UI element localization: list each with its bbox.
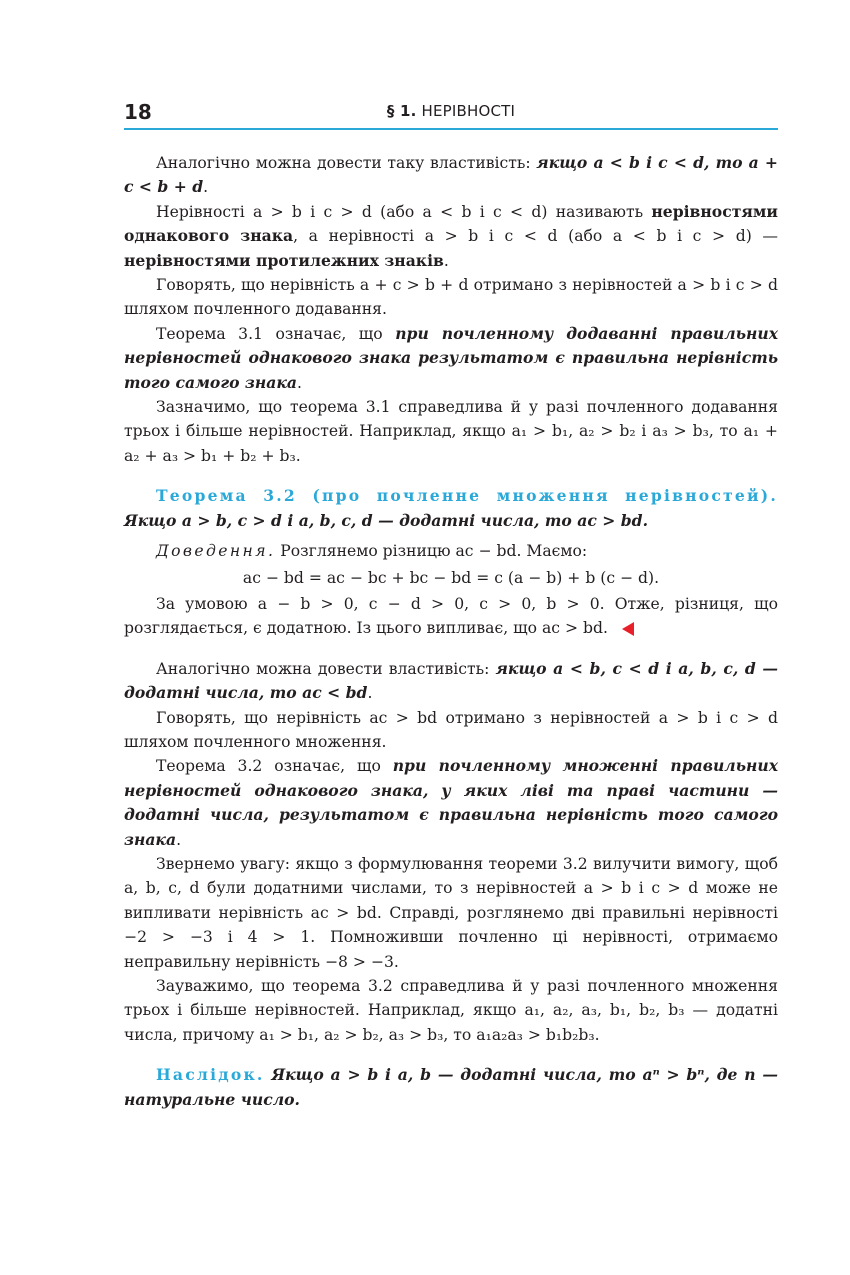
- proof: [124, 539, 778, 563]
- theorem-heading: Теорема 3.2 (про почленне множення нерівностей).: [156, 486, 778, 506]
- emphasis: якщо a < b, c < d і a, b, c, d — додатні числа, то ac < bd: [124, 658, 778, 703]
- text: .: [443, 251, 449, 270]
- text: .: [367, 684, 373, 703]
- text: Розглянемо різницю ac − bd. Маємо:: [275, 542, 588, 561]
- text: , а нерівності a > b і c < d (або a < b і c > d) —: [293, 227, 778, 246]
- emphasis: якщо a < b і c < d, то a + c < b + d: [124, 153, 778, 197]
- corollary-statement: Якщо a > b і a, b — додатні числа, то aⁿ > bⁿ, де n — натуральне число.: [124, 1065, 778, 1109]
- proof-conclusion: [124, 592, 778, 641]
- red-triangle-left-icon: [622, 622, 634, 636]
- section-title: [124, 102, 778, 120]
- theorem-statement: Якщо a > b, c > d і a, b, c, d — додатні числа, то ac > bd.: [124, 510, 648, 530]
- paragraph-analog-multiplication: [124, 657, 778, 706]
- theorem-3-2: [124, 484, 778, 533]
- paragraph-theorem-3-1-meaning: [124, 322, 778, 395]
- section-mark: § 1.: [386, 102, 417, 120]
- page-number: 18: [124, 100, 152, 124]
- emphasis: при почленному додаванні правильних нерівностей однакового знака результатом є правильна нерівність того самого знака: [124, 323, 779, 392]
- paragraph-theorem-3-2-meaning: [124, 754, 778, 852]
- paragraph-termwise-multiplication: Говорять, що нерівність ac > bd отримано з нерівностей a > b і c > d шляхом почленного множення.: [124, 708, 778, 751]
- paragraph-termwise-addition: Говорять, що нерівність a + c > b + d отримано з нерівностей a > b і c > d шляхом почленного додавання.: [124, 276, 778, 319]
- paragraph-definitions: [124, 200, 778, 273]
- paragraph-analog-addition: [124, 151, 778, 200]
- text: Нерівності a > b і c > d (або a < b і c < d) називають: [156, 202, 652, 221]
- term-same-sign: нерівностями однакового знака: [124, 201, 778, 246]
- text: Теорема 3.1 означає, що: [156, 324, 396, 343]
- paragraph-three-inequalities: Зазначимо, що теорема 3.1 справедлива й у разі почленного додавання трьох і більше нерівностей. Наприклад, якщо a₁ > b₁, a₂ > b₂ і a₃ > b₃, то a₁ + a₂ + a₃ > b₁ + b₂ + b₃.: [124, 398, 778, 465]
- page-header: [124, 96, 778, 130]
- text: Аналогічно можна довести таку властивість:: [156, 154, 537, 172]
- emphasis: при почленному множенні правильних нерівностей однакового знака, у яких ліві та праві частини — додатні числа, результатом є правильна нерівність того самого знака: [124, 756, 778, 849]
- text: .: [176, 830, 182, 849]
- proof-formula: ac − bd = ac − bc + bc − bd = c (a − b) + b (c − d).: [242, 568, 660, 587]
- paragraph-three-multiplication: Зауважимо, що теорема 3.2 справедлива й у разі почленного множення трьох і більше нерівностей. Наприклад, якщо a₁, a₂, a₃, b₁, b₂, b₃ — додатні числа, причому a₁ > b₁, a₂ > b₂, a₃ > b₃, то a₁a₂a₃ > b₁b₂b₃.: [124, 977, 778, 1044]
- page-body: [124, 151, 778, 1112]
- text: .: [297, 373, 302, 392]
- text: Аналогічно можна довести властивість:: [156, 659, 496, 678]
- term-opposite-sign: нерівностями протилежних знаків: [124, 250, 444, 270]
- proof-label: Доведення.: [156, 542, 276, 561]
- text: За умовою a − b > 0, c − d > 0, c > 0, b > 0. Отже, різниця, що розглядається, є додатною. Із цього випливає, що ac > bd.: [124, 594, 778, 638]
- corollary: [124, 1063, 778, 1112]
- text: Теорема 3.2 означає, що: [156, 757, 393, 776]
- corollary-heading: Наслідок.: [156, 1065, 265, 1085]
- paragraph-attention: Звернемо увагу: якщо з формулювання теореми 3.2 вилучити вимогу, щоб a, b, c, d були додатними числами, то з нерівностей a > b і c > d може не випливати нерівність ac > bd. Справді, розглянемо дві правильні нерівності −2 > −3 і 4 > 1. Помноживши почленно ці нерівності, отримаємо неправильну нерівність −8 > −3.: [124, 854, 778, 971]
- text: .: [203, 178, 209, 197]
- section-name: НЕРІВНОСТІ: [421, 102, 516, 120]
